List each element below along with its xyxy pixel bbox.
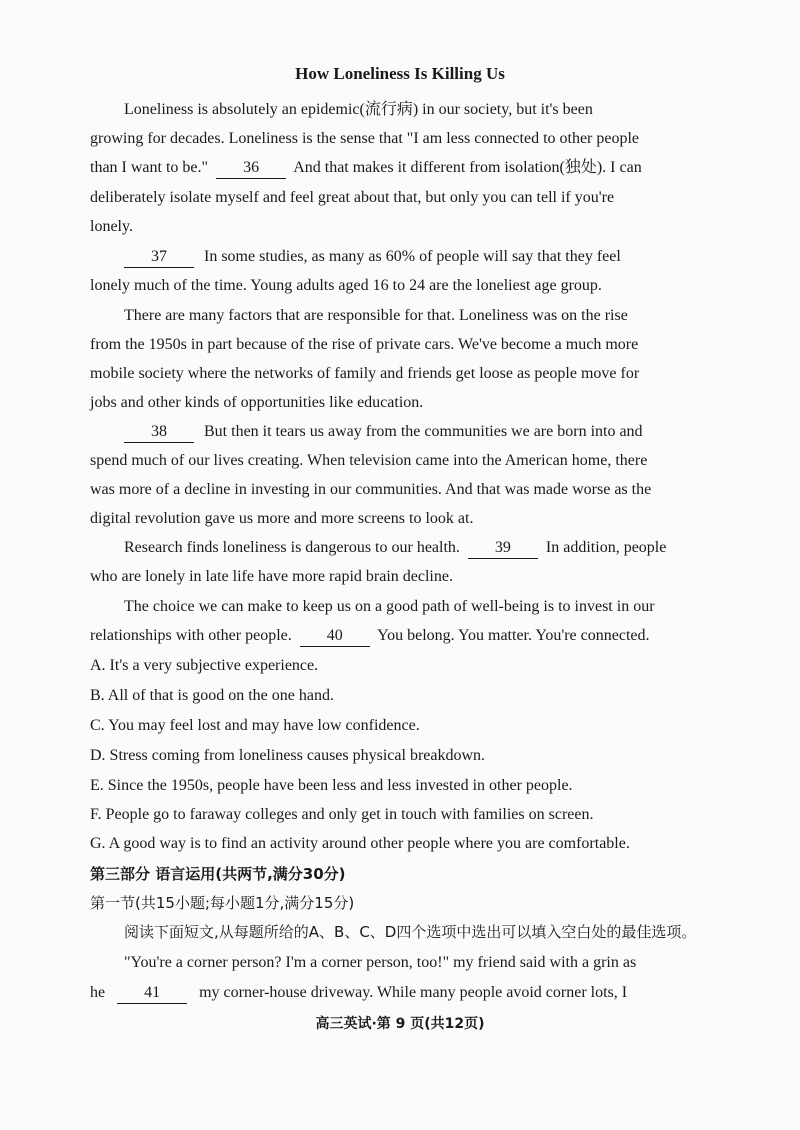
p6-line-2-after: You belong. You matter. You're connected. — [377, 627, 650, 644]
p1-line-3-after: And that makes it different from isolation(独处). I can — [293, 159, 642, 176]
p1-line-3 — [90, 158, 642, 179]
p4-line-4: digital revolution gave us more and more screens to look at. — [90, 510, 474, 527]
option-a: A. It's a very subjective experience. — [90, 657, 319, 674]
section1-heading: 第一节(共15小题;每小题1分,满分15分) — [90, 894, 355, 912]
part3-line-1: "You're a corner person? I'm a corner person, too!" my friend said with a grin as — [124, 954, 637, 971]
blank-39: 39 — [468, 539, 538, 559]
p2-line-2: lonely much of the time. Young adults aged 16 to 24 are the loneliest age group. — [90, 277, 602, 294]
option-f: F. People go to faraway colleges and only get in touch with families on screen. — [90, 806, 594, 823]
option-c: C. You may feel lost and may have low confidence. — [90, 717, 420, 734]
p1-line-1: Loneliness is absolutely an epidemic(流行病) in our society, but it's been — [124, 101, 593, 118]
p5-line-1-before: Research finds loneliness is dangerous to our health. — [124, 539, 460, 556]
blank-40: 40 — [300, 627, 370, 647]
p3-line-1: There are many factors that are responsible for that. Loneliness was on the rise — [124, 307, 628, 324]
part3-line-2-after: my corner-house driveway. While many people avoid corner lots, I — [199, 984, 628, 1001]
p1-line-4: deliberately isolate myself and feel great about that, but only you can tell if you're — [90, 189, 615, 206]
option-e: E. Since the 1950s, people have been less and less invested in other people. — [90, 777, 573, 794]
passage-title: How Loneliness Is Killing Us — [295, 64, 505, 83]
p1-line-2: growing for decades. Loneliness is the sense that "I am less connected to other people — [90, 130, 640, 147]
p4-line-2: spend much of our lives creating. When television came into the American home, there — [90, 452, 648, 469]
part3-heading: 第三部分 语言运用(共两节,满分30分) — [90, 865, 346, 883]
blank-37: 37 — [124, 248, 194, 268]
p1-line-3-before: than I want to be." — [90, 159, 209, 176]
p6-line-2 — [90, 626, 650, 647]
blank-38: 38 — [124, 423, 194, 443]
p4-line-1 — [124, 422, 643, 443]
p6-line-1: The choice we can make to keep us on a good path of well-being is to invest in our — [124, 598, 655, 615]
p4-line-1-after: But then it tears us away from the communities we are born into and — [204, 423, 643, 440]
p2-line-1 — [124, 247, 621, 268]
blank-36: 36 — [216, 159, 286, 179]
option-d: D. Stress coming from loneliness causes physical breakdown. — [90, 747, 486, 764]
p3-line-4: jobs and other kinds of opportunities like education. — [90, 394, 424, 411]
p6-line-2-before: relationships with other people. — [90, 627, 292, 644]
option-b: B. All of that is good on the one hand. — [90, 687, 334, 704]
option-g: G. A good way is to find an activity around other people where you are comfortable. — [90, 835, 630, 852]
section1-instruction: 阅读下面短文,从每题所给的A、B、C、D四个选项中选出可以填入空白处的最佳选项。 — [124, 923, 697, 941]
p1-line-5: lonely. — [90, 218, 133, 235]
p5-line-1 — [124, 538, 666, 559]
part3-line-2 — [90, 983, 627, 1004]
p3-line-2: from the 1950s in part because of the rise of private cars. We've become a much more — [90, 336, 639, 353]
p3-line-3: mobile society where the networks of family and friends get loose as people move for — [90, 365, 640, 382]
p5-line-1-after: In addition, people — [545, 539, 667, 556]
p5-line-2: who are lonely in late life have more rapid brain decline. — [90, 568, 453, 585]
p2-line-1-after: In some studies, as many as 60% of people will say that they feel — [204, 248, 621, 265]
blank-41: 41 — [117, 984, 187, 1004]
part3-line-2-before: he — [90, 984, 106, 1001]
p4-line-3: was more of a decline in investing in our communities. And that was made worse as the — [90, 481, 652, 498]
page-footer: 高三英试·第 9 页(共12页) — [315, 1016, 485, 1032]
